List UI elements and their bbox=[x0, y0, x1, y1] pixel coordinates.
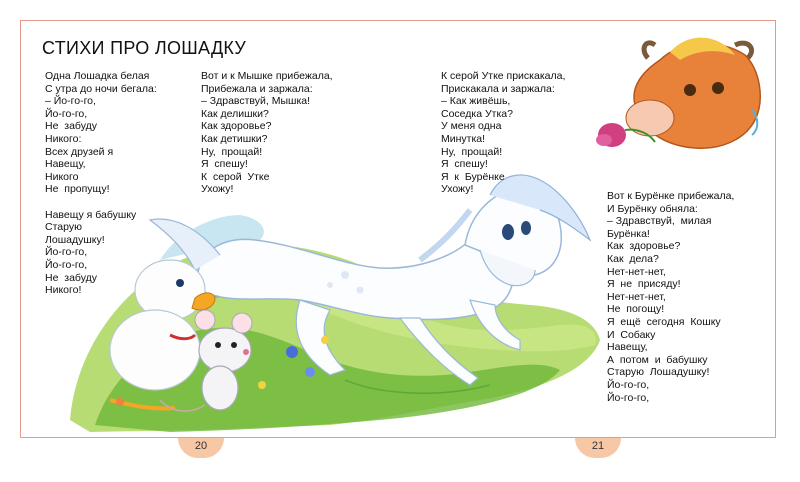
poem-line: Йо-го-го, bbox=[45, 246, 88, 259]
poem-line: И Бурёнку обняла: bbox=[607, 202, 698, 215]
poem-line: Минутка! bbox=[441, 132, 486, 145]
poem-title: СТИХИ ПРО ЛОШАДКУ bbox=[42, 38, 247, 58]
poem-column-2 bbox=[201, 70, 333, 209]
poem-line: – Здравствуй, милая bbox=[607, 215, 712, 228]
poem-line: – Как живёшь, bbox=[441, 95, 511, 108]
cow bbox=[596, 38, 760, 149]
poem-line: Ну, прощай! bbox=[201, 145, 263, 158]
poem-line: А потом и бабушку bbox=[607, 353, 708, 366]
page-number-left: 20 bbox=[178, 438, 224, 458]
poem-line: Прискакала и заржала: bbox=[441, 82, 555, 95]
poem-line: Я ещё сегодня Кошку bbox=[607, 315, 721, 328]
poem-line: Не забуду bbox=[45, 120, 97, 133]
stanza bbox=[441, 70, 565, 196]
poem-line: Вот и к Мышке прибежала, bbox=[201, 70, 333, 82]
poem-line: Я спешу! bbox=[201, 158, 248, 171]
poem-line: Навещу, bbox=[607, 341, 648, 354]
poem-line: Лошадушку! bbox=[45, 233, 105, 246]
poem-line: Как детишки? bbox=[201, 132, 268, 145]
poem-column-4 bbox=[607, 190, 734, 417]
stanza bbox=[201, 70, 333, 196]
poem-line: Нет-нет-нет, bbox=[607, 290, 666, 303]
poem-line: Старую bbox=[45, 221, 82, 234]
poem-line: Нет-нет-нет, bbox=[607, 265, 666, 278]
poem-line: Старую Лошадушку! bbox=[607, 366, 710, 379]
poem-line: Никого bbox=[45, 170, 79, 183]
stanza bbox=[607, 190, 734, 404]
poem-line: Ухожу! bbox=[201, 183, 234, 196]
poem-line: Йо-го-го, bbox=[45, 258, 88, 271]
poem-column-1 bbox=[45, 70, 157, 309]
stanza bbox=[45, 70, 157, 196]
poem-line: – Здравствуй, Мышка! bbox=[201, 95, 311, 108]
poem-line: Соседка Утка? bbox=[441, 107, 513, 120]
poem-line: Не пропущу! bbox=[45, 183, 110, 196]
poem-line: Никого: bbox=[45, 132, 82, 145]
poem-line: Я не присяду! bbox=[607, 278, 681, 291]
poem-line: Навещу я бабушку bbox=[45, 208, 137, 221]
poem-line: С утра до ночи бегала: bbox=[45, 82, 157, 95]
poem-line: Ну, прощай! bbox=[441, 145, 503, 158]
poem-line: Вот к Бурёнке прибежала, bbox=[607, 190, 735, 202]
page-number-right: 21 bbox=[575, 438, 621, 458]
poem-line: Я к Бурёнке bbox=[441, 170, 505, 183]
poem-line: К серой Утке прискакала, bbox=[441, 70, 566, 82]
poem-line: Йо-го-го, bbox=[45, 107, 88, 120]
poem-line: Всех друзей я bbox=[45, 145, 114, 158]
poem-line: Никого! bbox=[45, 284, 82, 297]
poem-line: Йо-го-го, bbox=[607, 378, 650, 391]
poem-line: Как дела? bbox=[607, 252, 659, 265]
poem-line: Я спешу! bbox=[441, 158, 488, 171]
poem-line: Навещу, bbox=[45, 158, 86, 171]
poem-line: Йо-го-го, bbox=[607, 391, 650, 404]
poem-line: И Собаку bbox=[607, 328, 656, 341]
poem-line: Как здоровье? bbox=[607, 240, 681, 253]
poem-line: У меня одна bbox=[441, 120, 502, 133]
poem-line: Как здоровье? bbox=[201, 120, 272, 133]
poem-line: Как делишки? bbox=[201, 107, 269, 120]
poem-line: Одна Лошадка белая bbox=[45, 70, 150, 82]
poem-line: К серой Утке bbox=[201, 170, 270, 183]
poem-line: Прибежала и заржала: bbox=[201, 82, 313, 95]
poem-line: – Йо-го-го, bbox=[45, 95, 96, 108]
poem-line: Бурёнка! bbox=[607, 227, 650, 240]
poem-line: Не погощу! bbox=[607, 303, 665, 316]
poem-line: Ухожу! bbox=[441, 183, 474, 196]
stanza bbox=[45, 209, 157, 297]
poem-column-3 bbox=[441, 70, 565, 209]
poem-line: Не забуду bbox=[45, 271, 97, 284]
